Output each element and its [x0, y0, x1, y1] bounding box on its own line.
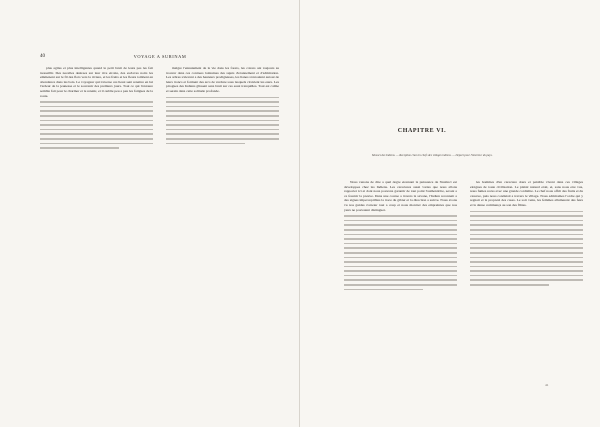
- chapter-title: CHAPITRE VI.: [397, 128, 447, 134]
- left-col1-text: plus agiles et plus intelligentes quand le petit bruit de leurs pas les fait tressaillir. Des nacelles desirees sur leur rive etroite, des esclaves noirs les emmenent sur le fil des flots vers la riviere, et les fruits et les fleurs tombent en abondance dans les bois. Le voyageur qui traverse ces lieux sent renaitre en lui l'ardeur de la jeunesse et le souvenir des premiers jours. Tout ce qui l'entoure semble fait pour le charmer et le retenir, et il oublie peu a peu les fatigues de la route.: [40, 66, 153, 98]
- left-col2-text: malgre l'ennuiement de la vie dans les forets, les colons ont toujours su trouver dans ces contrees lointaines des sujets d'etonnement et d'admiration. Les arbres s'elevent a des hauteurs prodigieuses, les lianes s'enroulent autour de leurs troncs et forment des arcs de verdure sous lesquels circulent les eaux. Les pirogues des Indiens glissent sans bruit sur ces eaux tranquilles. Tout est calme et serein dans cette solitude profonde.: [166, 66, 279, 93]
- right-col2-text: les hommes d'un caractere doux et paisible vivent dans ces villages eloignes de toute civilisation. Le plaisir naturel etait, et, sans nous etre vus, nous fumes recus avec une grande cordialite. Le chef nous offrit des fruits et du cassave, puis nous conduisit a travers le village. Nous admirames l'ordre qui y regnait et la propreté des cases. Le soir venu, les femmes allumerent des feux et la danse commença au son des flûtes.: [470, 180, 583, 207]
- left-page-column-2: [166, 66, 279, 147]
- left-col1-text-lines: [40, 101, 153, 149]
- right-page-column-2: [470, 180, 583, 289]
- right-col1-text-lines: [344, 215, 457, 290]
- left-page-column-1: [40, 66, 153, 152]
- right-page-column-1: [344, 180, 457, 293]
- left-page-number: 40: [40, 54, 45, 59]
- left-page-header: [40, 54, 280, 62]
- left-col2-text-lines: [166, 97, 279, 145]
- right-col1-text: Nous venons de dire a quel degre etonnant la puissance de l'instinct est developpee chez les Indiens. Les caracteres aussi varies que nous allons rapporter ici et dont nous pouvons garantir de tout point l'authenticite, seront a ce fournir la preuve. Dans une course a travers la savane, l'Indien reconnait a des signes imperceptibles la trace du gibier et la direction a suivre. Nous avons vu nos guides s'arreter tout a coup et nous montrer des empreintes que nos yeux ne pouvaient distinguer.: [344, 180, 457, 212]
- right-col2-text-lines: [470, 211, 583, 286]
- chapter-summary: Moeurs des Indiens. — Reception chez les chefs des villages indiens. — Depart pour l'interieur du pays.: [372, 153, 493, 157]
- running-head: VOYAGE A SURINAM: [133, 54, 187, 59]
- right-page-number: 41: [545, 383, 549, 387]
